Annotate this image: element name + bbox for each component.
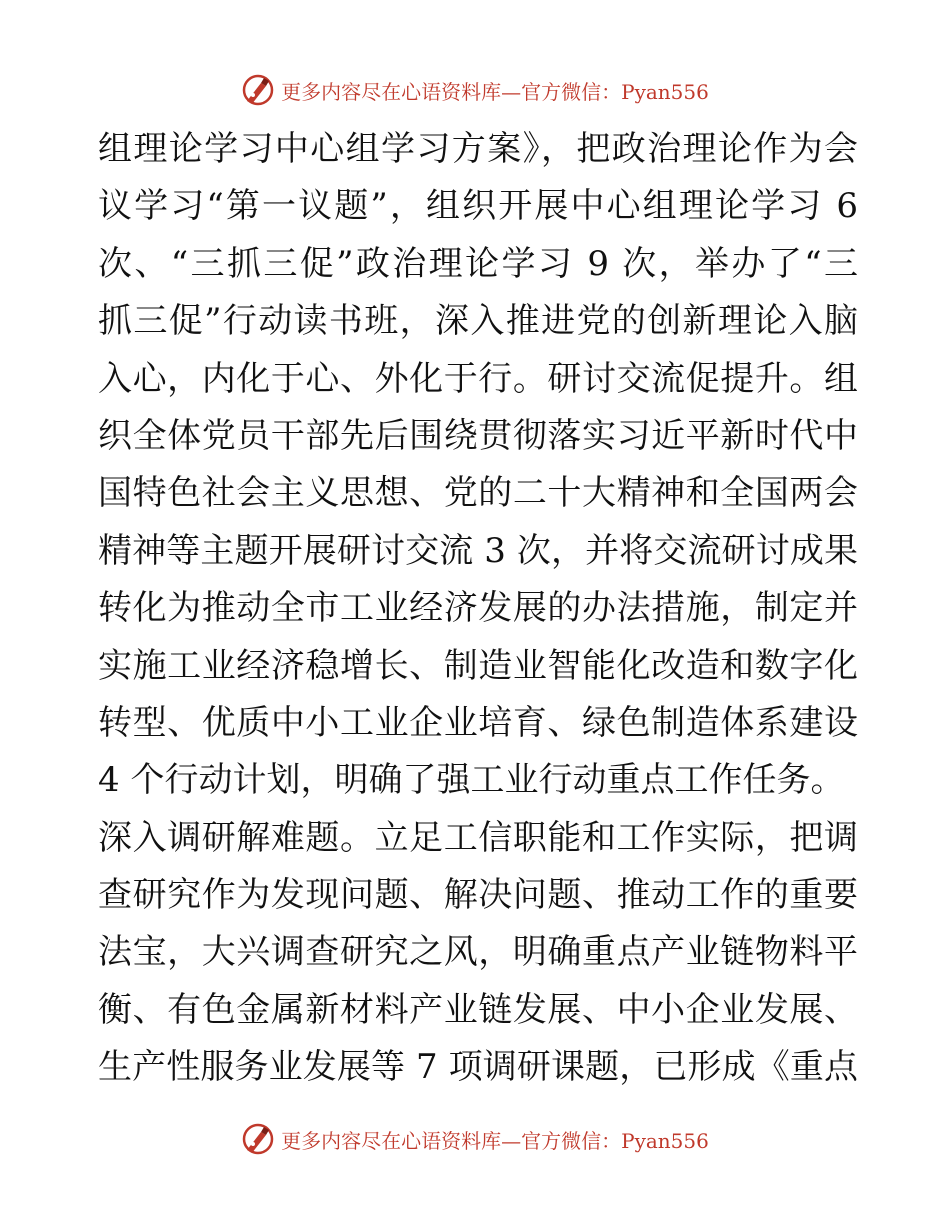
text-line: 法宝，大兴调查研究之风，明确重点产业链物料平 [98,932,858,973]
document-body [98,121,858,1097]
header-watermark [0,70,950,110]
watermark-text [281,76,709,105]
watermark-dash: — [501,1128,522,1153]
watermark-text [281,1125,709,1154]
watermark-site-name: 更多内容尽在心语资料库 [281,1128,502,1153]
watermark-wechat-id: Pyan556 [621,79,709,104]
text-line: 生产性服务业发展等 7 项调研课题，已形成《重点 [98,1047,858,1088]
text-line: 抓三促”行动读书班，深入推进党的创新理论入脑 [98,301,858,342]
text-line: 转型、优质中小工业企业培育、绿色制造体系建设 [98,702,858,743]
text-line: 国特色社会主义思想、党的二十大精神和全国两会 [98,473,858,514]
pen-logo-icon [241,1122,275,1156]
watermark-dash: — [501,79,522,104]
text-line: 织全体党员干部先后围绕贯彻落实习近平新时代中 [98,415,858,456]
watermark-wechat-label: 官方微信： [521,79,622,104]
watermark-site-name: 更多内容尽在心语资料库 [281,79,502,104]
text-line: 4 个行动计划，明确了强工业行动重点工作任务。 [98,760,845,801]
watermark-wechat-id: Pyan556 [621,1128,709,1153]
text-line: 查研究作为发现问题、解决问题、推动工作的重要 [98,875,858,916]
pen-logo-icon [241,73,275,107]
footer-watermark [0,1119,950,1159]
text-line: 入心，内化于心、外化于行。研讨交流促提升。组 [98,358,858,399]
text-line: 衡、有色金属新材料产业链发展、中小企业发展、 [98,989,858,1030]
text-line: 次、“三抓三促”政治理论学习 9 次，举办了“三 [98,243,858,284]
text-line: 深入调研解难题。立足工信职能和工作实际，把调 [98,817,858,858]
watermark-wechat-label: 官方微信： [521,1128,622,1153]
text-line: 转化为推动全市工业经济发展的办法措施，制定并 [98,588,858,629]
text-line: 议学习“第一议题”，组织开展中心组理论学习 6 [98,186,858,227]
text-line: 实施工业经济稳增长、制造业智能化改造和数字化 [98,645,858,686]
text-line: 精神等主题开展研讨交流 3 次，并将交流研讨成果 [98,530,858,571]
text-line: 组理论学习中心组学习方案》，把政治理论作为会 [98,129,858,169]
